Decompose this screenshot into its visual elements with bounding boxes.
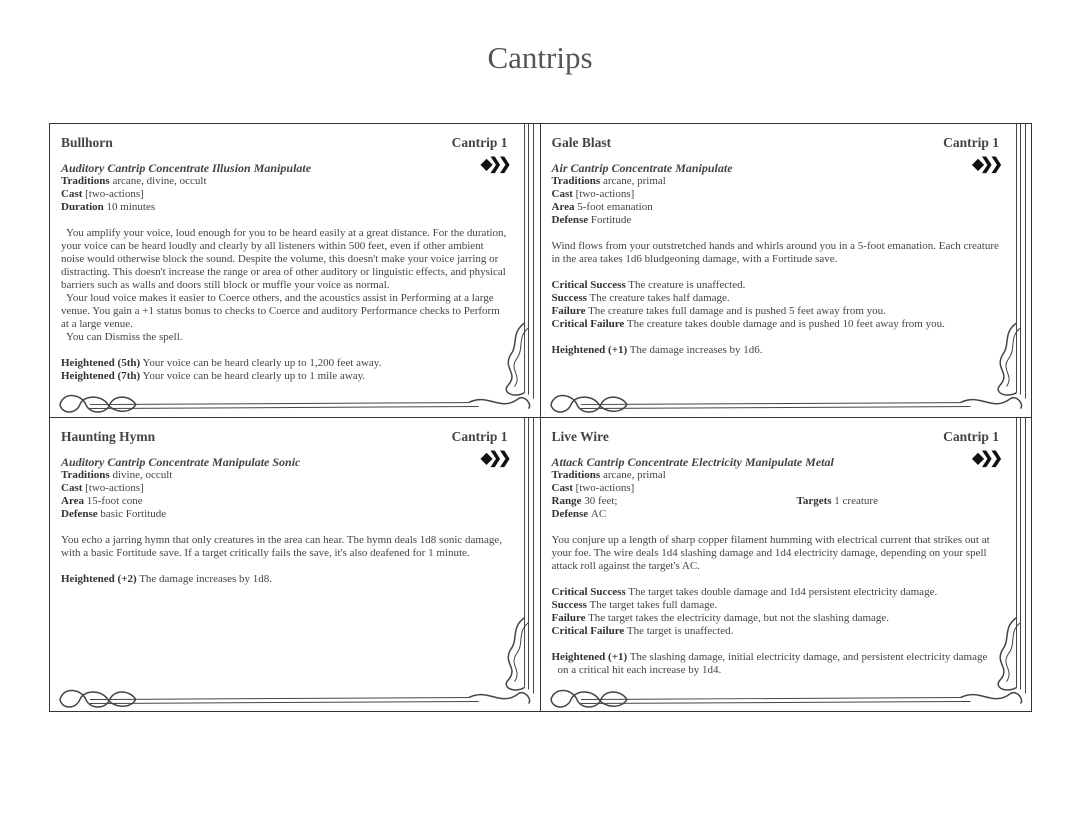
- stat-label: Traditions: [61, 175, 110, 187]
- stat-row: [552, 508, 1000, 521]
- spell-header: [61, 428, 508, 445]
- heightened-entry: [61, 370, 508, 383]
- stat-label: Defense: [551, 507, 589, 520]
- outcome-label: Failure: [551, 611, 586, 624]
- stat-row: [61, 495, 508, 508]
- spell-header: [552, 134, 1000, 151]
- stat-value: [two-actions]: [575, 481, 635, 494]
- outcome-text: The creature is unaffected.: [628, 279, 746, 291]
- stat-row: [61, 469, 508, 482]
- stat-row: [552, 495, 1000, 508]
- outcome-text: The target takes full damage.: [589, 598, 718, 611]
- outcome-text: The target takes the electricity damage, but not the slashing damage.: [588, 611, 890, 624]
- stat-label: Duration: [61, 201, 104, 213]
- degree-of-success: [552, 279, 1000, 292]
- spell-header: [552, 428, 1000, 445]
- spell-traits: Auditory Cantrip Concentrate Illusion Manipulate: [61, 161, 312, 175]
- spell-card-content: [61, 428, 508, 586]
- spell-traits: Auditory Cantrip Concentrate Manipulate Sonic: [61, 454, 301, 469]
- spell-traits: Air Cantrip Concentrate Manipulate: [551, 161, 733, 175]
- stat-label: Traditions: [551, 175, 601, 187]
- description-paragraph: You amplify your voice, loud enough for you to be heard easily at a great distance. For the duration, your voice can be heard loudly and clearly by all listeners within 500 feet, even if other ambient noise would otherwise block the sound. Despite the volume, this doesn't make your voice jarring or distracting. This doesn't increase the range or area of other auditory or linguistic effects, and physical barriers such as walls and doors still block or muffle your voice as normal.: [61, 227, 507, 291]
- degree-of-success: [552, 612, 1000, 625]
- heightened-entry: [61, 573, 508, 586]
- outcome-label: Failure: [551, 305, 586, 317]
- description-paragraph: You echo a jarring hymn that only creatures in the area can hear. The hymn deals 1d8 sonic damage, with a basic Fortitude save. If a target critically fails the save, it's also deafened for 1 minute.: [61, 533, 502, 559]
- stat-label: Area: [61, 494, 85, 507]
- stat-label: Defense: [61, 507, 98, 520]
- stat-row: [552, 201, 1000, 214]
- stat-value: AC: [590, 507, 607, 520]
- heightened-text: The damage increases by 1d6.: [629, 344, 763, 356]
- heightened-text: Your voice can be heard clearly up to 1 mile away.: [142, 370, 366, 382]
- stat-extra: [797, 495, 878, 508]
- spell-header: [61, 134, 508, 151]
- heightened-text: Your voice can be heard clearly up to 1,200 feet away.: [142, 357, 382, 369]
- outcome-label: Critical Success: [551, 279, 626, 291]
- description-paragraph: You can Dismiss the spell.: [66, 331, 183, 343]
- stat-row: [61, 188, 508, 201]
- heightened-entry: [552, 344, 1000, 357]
- cantrip-card-grid: [49, 123, 1032, 712]
- stat-row: [552, 214, 1000, 227]
- stat-label: Cast: [551, 188, 573, 200]
- spell-level: Cantrip 1: [451, 428, 508, 444]
- stat-value: arcane, divine, occult: [112, 175, 207, 187]
- stat-label: Cast: [61, 188, 83, 200]
- stat-label: Area: [551, 201, 575, 213]
- stat-row: [552, 175, 1000, 188]
- spell-card: [50, 124, 541, 418]
- spell-card-content: [552, 428, 1000, 677]
- spell-card: [541, 418, 1032, 712]
- spell-level: Cantrip 1: [943, 135, 999, 150]
- heightened-label: Heightened (+2): [61, 572, 137, 585]
- stat-label: Range: [551, 494, 582, 507]
- stat-value: [two-actions]: [85, 188, 144, 200]
- outcome-text: The target is unaffected.: [626, 624, 734, 637]
- two-actions-icon: ◆❯❯: [480, 156, 508, 173]
- stat-value: 5-foot emanation: [577, 201, 653, 213]
- stat-label: Targets: [796, 494, 832, 507]
- degree-of-success: [552, 318, 1000, 331]
- outcome-label: Critical Success: [551, 585, 626, 598]
- outcome-text: The target takes double damage and 1d4 persistent electricity damage.: [628, 585, 938, 598]
- stat-value: arcane, primal: [602, 468, 666, 481]
- degree-of-success: [552, 599, 1000, 612]
- description-paragraph: You conjure up a length of sharp copper filament humming with electrical current that strikes out at your foe. The wire deals 1d4 slashing damage and 1d4 electricity damage, depending on your spell attack roll against the target's AC.: [551, 533, 990, 572]
- stat-label: Traditions: [551, 468, 601, 481]
- outcome-text: The creature takes full damage and is pushed 5 feet away from you.: [588, 305, 886, 317]
- spell-traits: Attack Cantrip Concentrate Electricity Manipulate Metal: [551, 454, 834, 469]
- two-actions-icon: ◆❯❯: [480, 449, 508, 467]
- outcome-text: The creature takes half damage.: [589, 292, 730, 304]
- outcome-label: Success: [551, 598, 587, 611]
- heightened-label: Heightened (5th): [61, 357, 141, 369]
- two-actions-icon: ◆❯❯: [971, 156, 999, 173]
- stat-row: [552, 469, 1000, 482]
- stat-label: Traditions: [61, 468, 110, 481]
- stat-value: divine, occult: [112, 468, 173, 481]
- description-paragraph: Wind flows from your outstretched hands and whirls around you in a 5-foot emanation. Each creature in the area takes 1d6 bludgeoning damage, with a Fortitude save.: [551, 240, 999, 265]
- degree-of-success: [552, 292, 1000, 305]
- stat-row: [61, 508, 508, 521]
- description-paragraph: Your loud voice makes it easier to Coerce others, and the acoustics assist in Performing at a large venue. You gain a +1 status bonus to checks to Coerce and auditory Performance checks to Perform at a large venue.: [61, 292, 500, 330]
- spell-card-content: [552, 134, 1000, 357]
- spell-name: Bullhorn: [61, 135, 113, 150]
- heightened-text: The damage increases by 1d8.: [139, 572, 273, 585]
- spell-card: [541, 124, 1032, 418]
- stat-value: 10 minutes: [106, 201, 156, 213]
- spell-name: Haunting Hymn: [61, 428, 156, 444]
- degree-of-success: [552, 625, 1000, 638]
- degree-of-success: [552, 305, 1000, 318]
- spell-card-content: [61, 134, 508, 383]
- heightened-label: Heightened (7th): [61, 370, 141, 382]
- outcome-label: Success: [551, 292, 587, 304]
- degree-of-success: [552, 586, 1000, 599]
- stat-row: [61, 175, 508, 188]
- stat-value: arcane, primal: [602, 175, 666, 187]
- heightened-label: Heightened (+1): [551, 650, 628, 663]
- spell-card: [50, 418, 541, 712]
- outcome-label: Critical Failure: [551, 318, 625, 330]
- stat-value: [two-actions]: [85, 481, 144, 494]
- stat-value: [two-actions]: [575, 188, 635, 200]
- stat-label: Cast: [61, 481, 83, 494]
- stat-value: 1 creature: [834, 494, 878, 507]
- spell-level: Cantrip 1: [943, 428, 999, 444]
- stat-value: Fortitude: [590, 214, 632, 226]
- outcome-label: Critical Failure: [551, 624, 625, 637]
- two-actions-icon: ◆❯❯: [971, 449, 999, 467]
- outcome-text: The creature takes double damage and is pushed 10 feet away from you.: [626, 318, 945, 330]
- stat-value: 15-foot cone: [86, 494, 143, 507]
- page-title: Cantrips: [487, 40, 593, 75]
- heightened-text: The slashing damage, initial electricity damage, and persistent electricity damage on a critical hit each increase by 1d4.: [557, 650, 988, 676]
- stat-row: [552, 482, 1000, 495]
- heightened-entry: [61, 357, 508, 370]
- stat-row: [61, 201, 508, 214]
- stat-label: Defense: [551, 214, 589, 226]
- heightened-entry: [552, 651, 1000, 677]
- spell-name: Live Wire: [551, 428, 609, 444]
- spell-level: Cantrip 1: [451, 135, 508, 150]
- heightened-label: Heightened (+1): [551, 344, 628, 356]
- stat-value: basic Fortitude: [100, 507, 167, 520]
- stat-row: [61, 482, 508, 495]
- spell-name: Gale Blast: [551, 135, 612, 150]
- stat-label: Cast: [551, 481, 573, 494]
- stat-value: 30 feet;: [584, 494, 618, 507]
- stat-row: [552, 188, 1000, 201]
